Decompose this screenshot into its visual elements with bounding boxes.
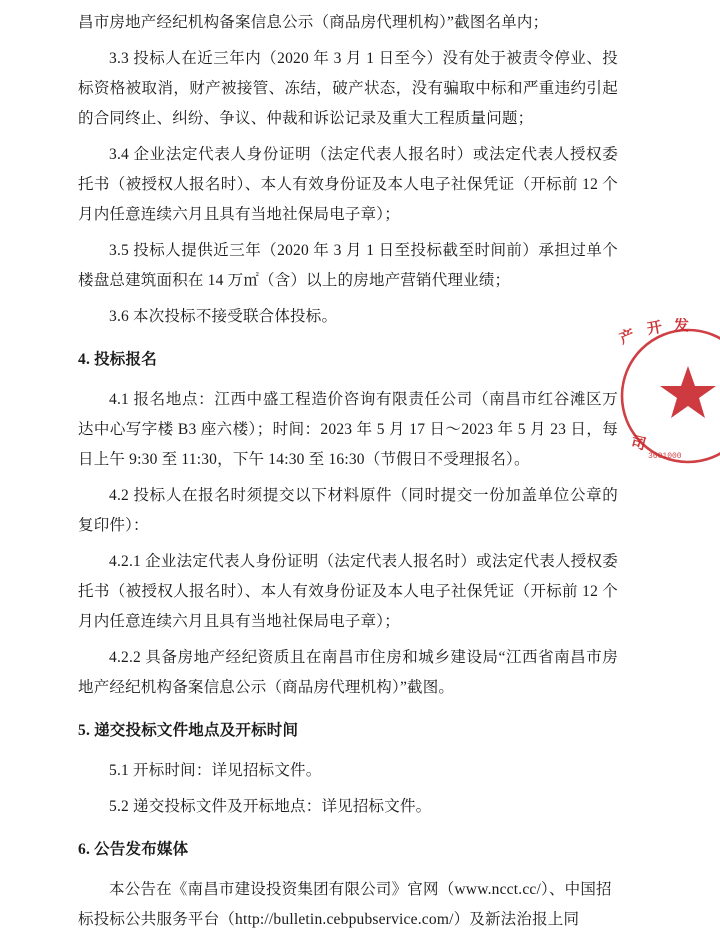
clause-6-1-line-2: 标投标公共服务平台（http://bulletin.cebpubservice.com/）及新法治报上同 — [78, 911, 580, 928]
clause-4-2-1: 4.2.1 企业法定代表人身份证明（法定代表人报名时）或法定代表人授权委托书（被授权人报名时）、本人有效身份证及本人电子社保凭证（开标前 12 个月内任意连续六月且具有当地社保局电子章）； — [78, 553, 618, 630]
clause-3-5: 3.5 投标人提供近三年（2020 年 3 月 1 日至投标截至时间前）承担过单个楼盘总建筑面积在 14 万㎡（含）以上的房地产营销代理业绩； — [78, 242, 618, 289]
clause-4-2-2: 4.2.2 具备房地产经纪资质且在南昌市住房和城乡建设局“江西省南昌市房地产经纪机构备案信息公示（商品房代理机构）”截图。 — [78, 649, 618, 696]
svg-text:产: 产 — [617, 327, 638, 348]
clause-5-1: 5.1 开标时间：详见招标文件。 — [109, 762, 322, 779]
clause-3-3: 3.3 投标人在近三年内（2020 年 3 月 1 日至今）没有处于被责令停业、投标资格被取消，财产被接管、冻结，破产状态，没有骗取中标和严重违约引起的合同终止、纠纷、争议、仲裁和诉讼记录及重大工程质量问题； — [78, 50, 618, 127]
clause-3-4: 3.4 企业法定代表人身份证明（法定代表人报名时）或法定代表人授权委托书（被授权人报名时）、本人有效身份证及本人电子社保凭证（开标前 12 个月内任意连续六月且具有当地社保局电子章）； — [78, 146, 618, 223]
document-body — [78, 8, 618, 935]
svg-text:司: 司 — [629, 434, 648, 454]
clause-5-2: 5.2 递交投标文件及开标地点：详见招标文件。 — [109, 798, 432, 815]
section-heading-5: 5. 递交投标文件地点及开标时间 — [78, 722, 299, 739]
section-heading-4: 4. 投标报名 — [78, 351, 157, 368]
clause-4-1: 4.1 报名地点：江西中盛工程造价咨询有限责任公司（南昌市红谷滩区万达中心写字楼 B3 座六楼）；时间：2023 年 5 月 17 日～2023 年 5 月 23 日，每日上午 9:30 至 11:30，下午 14:30 至 16:30（节假日不受理报名）。 — [78, 391, 618, 468]
section-heading-6: 6. 公告发布媒体 — [78, 841, 189, 858]
svg-text:发: 发 — [674, 318, 690, 334]
clause-3-6: 3.6 本次投标不接受联合体投标。 — [109, 308, 338, 325]
svg-text:开: 开 — [645, 319, 664, 338]
clause-4-2: 4.2 投标人在报名时须提交以下材料原件（同时提交一份加盖单位公章的复印件）： — [78, 487, 618, 534]
svg-text:3601000: 3601000 — [648, 452, 682, 461]
official-seal-stamp — [610, 318, 720, 478]
paragraph-continued: 昌市房地产经纪机构备案信息公示（商品房代理机构）”截图名单内； — [78, 14, 549, 31]
clause-6-1-line-1: 本公告在《南昌市建设投资集团有限公司》官网（www.ncct.cc/）、中国招 — [109, 881, 612, 898]
